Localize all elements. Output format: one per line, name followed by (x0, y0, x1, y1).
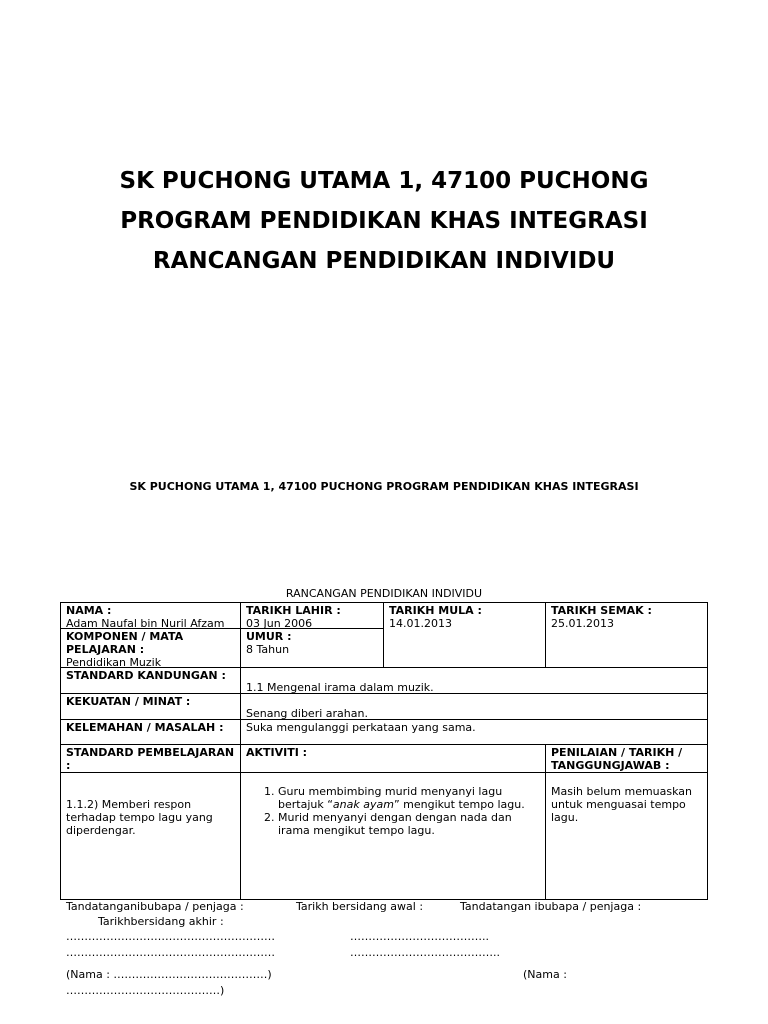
tarikh-lahir-label: TARIKH LAHIR : (246, 604, 341, 617)
tarikh-mula-value: 14.01.2013 (389, 617, 452, 630)
tarikh-awal-label: Tarikh bersidang awal : (296, 900, 424, 913)
kelemahan-label: KELEMAHAN / MASALAH : (66, 721, 224, 734)
subheading: SK PUCHONG UTAMA 1, 47100 PUCHONG PROGRAM PENDIDIKAN KHAS INTEGRASI (129, 480, 639, 493)
dots-right-2: ………………………………….. (350, 946, 500, 959)
penilaian-header (545, 744, 708, 773)
tarikh-semak-value: 25.01.2013 (551, 617, 614, 630)
tarikh-mula-label: TARIKH MULA : (389, 604, 482, 617)
nama-cell (60, 602, 241, 629)
standard-kandungan-label-cell (60, 667, 241, 694)
umur-value: 8 Tahun (246, 643, 290, 656)
dots-left-1: ………………………………………………… (66, 930, 275, 943)
program-title: PROGRAM PENDIDIKAN KHAS INTEGRASI (120, 208, 648, 234)
komponen-value: Pendidikan Muzik (66, 656, 162, 668)
aktiviti-cell (240, 772, 546, 900)
nama-label: NAMA : (66, 604, 112, 617)
kelemahan-label-cell (60, 719, 241, 745)
sign-parent-label-1: Tandatanganibubapa / penjaga : (66, 900, 244, 913)
penilaian-cell (545, 772, 708, 900)
aktiviti-header (240, 744, 546, 773)
komponen-label: KOMPONEN / MATA PELAJARAN : (66, 630, 184, 656)
document-title: RANCANGAN PENDIDIKAN INDIVIDU (152, 248, 616, 274)
tarikh-akhir-label: Tarikhbersidang akhir : (98, 915, 224, 928)
aktiviti-label: AKTIVITI : (246, 746, 308, 759)
nama-right-line: (Nama : (523, 968, 567, 981)
standard-pembelajaran-value: 1.1.2) Memberi respon terhadap tempo lagu yang diperdengar. (66, 798, 213, 837)
kelemahan-value-cell (240, 719, 708, 745)
tarikh-lahir-cell (240, 602, 384, 629)
dots-right-1: ……………………………….. (350, 930, 489, 943)
penilaian-value: Masih belum memuaskan untuk menguasai tempo lagu. (551, 785, 693, 824)
form-title: RANCANGAN PENDIDIKAN INDIVIDU (285, 587, 483, 600)
dots-left-2: ………………………………………………… (66, 946, 275, 959)
kekuatan-label: KEKUATAN / MINAT : (66, 695, 191, 708)
tarikh-semak-label: TARIKH SEMAK : (551, 604, 652, 617)
komponen-cell (60, 628, 241, 668)
sign-parent-label-2: Tandatangan ibubapa / penjaga : (460, 900, 642, 913)
aktiviti-item-1: 1. Guru membimbing murid menyanyi lagu bertajuk “anak ayam” mengikut tempo lagu. (278, 785, 540, 811)
standard-pembelajaran-cell (60, 772, 241, 900)
aktiviti-item-2: 2. Murid menyanyi dengan dengan nada dan irama mengikut tempo lagu. (278, 811, 540, 837)
kekuatan-value-cell (240, 693, 708, 720)
tarikh-semak-cell (545, 602, 708, 668)
nama-right-continuation: ……………………………………) (66, 984, 225, 997)
standard-kandungan-value: 1.1 Mengenal irama dalam muzik. (246, 681, 434, 694)
umur-label: UMUR : (246, 630, 292, 643)
kekuatan-value: Senang diberi arahan. (246, 707, 368, 720)
umur-cell (240, 628, 384, 668)
tarikh-lahir-value: 03 Jun 2006 (246, 617, 313, 629)
school-title: SK PUCHONG UTAMA 1, 47100 PUCHONG (119, 168, 649, 194)
standard-kandungan-value-cell (240, 667, 708, 694)
penilaian-label: PENILAIAN / TARIKH / TANGGUNGJAWAB : (551, 746, 683, 772)
nama-left-line: (Nama : ……………………………………) (66, 968, 272, 981)
kelemahan-value: Suka mengulanggi perkataan yang sama. (246, 721, 476, 734)
nama-value: Adam Naufal bin Nuril Afzam (66, 617, 225, 629)
standard-kandungan-label: STANDARD KANDUNGAN : (66, 669, 226, 682)
standard-pembelajaran-label: STANDARD PEMBELAJARAN : (66, 746, 235, 772)
aktiviti-list (246, 785, 540, 837)
kekuatan-label-cell (60, 693, 241, 720)
tarikh-mula-cell (383, 602, 546, 668)
standard-pembelajaran-header (60, 744, 241, 773)
song-title: anak ayam (332, 798, 394, 811)
